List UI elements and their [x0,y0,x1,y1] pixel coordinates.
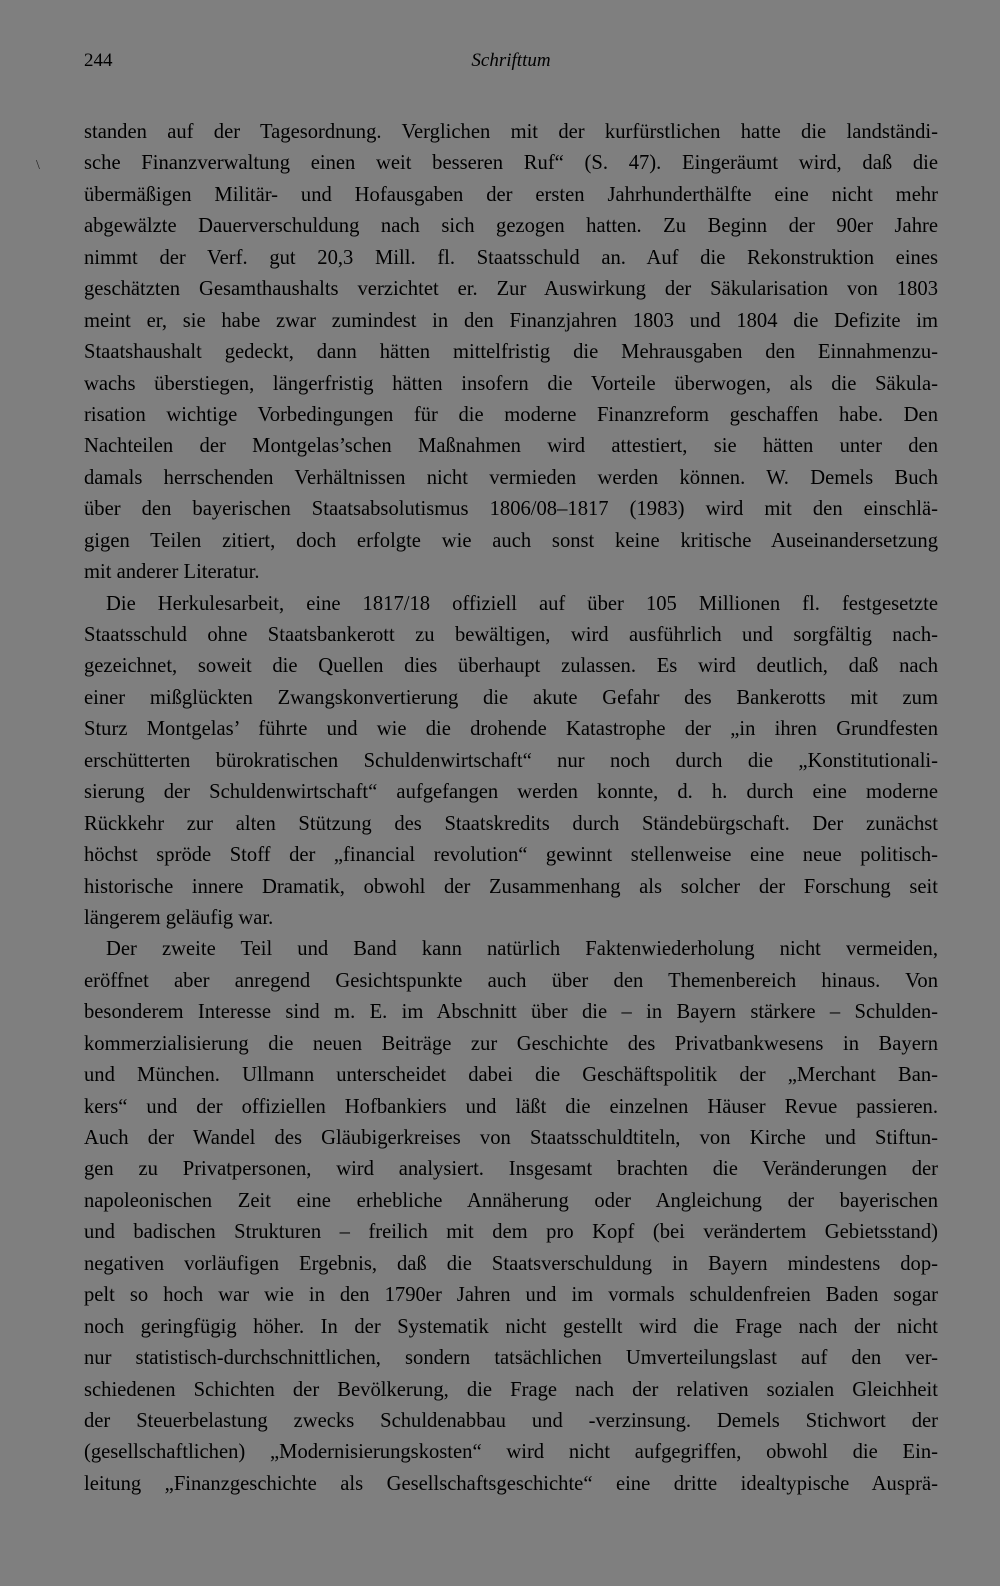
text-line: längerem geläufig war. [84,906,274,929]
text-line: nur statistisch-durchschnittlichen, sondern tatsächlichen Umverteilungslast auf den ver- [84,1347,938,1370]
text-line: negativen vorläufigen Ergebnis, daß die Staatsverschuldung in Bayern mindestens dop- [84,1252,938,1275]
text-line: und badischen Strukturen – freilich mit dem pro Kopf (bei verändertem Gebietsstand) [84,1221,938,1244]
text-line: eröffnet aber anregend Gesichtspunkte auch über den Themenbereich hinaus. Von [84,969,938,992]
page-header [84,50,938,78]
text-line: Auch der Wandel des Gläubigerkreises von Staatsschuldtiteln, von Kirche und Stiftun- [84,1127,938,1149]
text-line: höchst spröde Stoff der „financial revolution“ gewinnt stellenweise eine neue politisch- [84,844,938,867]
text-line: sche Finanzverwaltung einen weit besseren Ruf“ (S. 47). Eingeräumt wird, daß die [84,152,938,175]
text-line: gigen Teilen zitiert, doch erfolgte wie auch sonst keine kritische Auseinandersetzung [84,529,938,552]
text-line: einer mißglückten Zwangskonvertierung die akute Gefahr des Bankerotts mit zum [84,686,938,709]
text-line: mit anderer Literatur. [84,561,260,584]
text-line: meint er, sie habe zwar zumindest in den Finanzjahren 1803 und 1804 die Defizite im [84,309,938,332]
page-number: 244 [84,50,113,71]
text-line: erschütterten bürokratischen Schuldenwirtschaft“ nur noch durch die „Konstitutionali- [84,749,938,772]
text-line: Sturz Montgelas’ führte und wie die drohende Katastrophe der „in ihren Grundfesten [84,718,938,741]
text-line: übermäßigen Militär- und Hofausgaben der ersten Jahrhunderthälfte eine nicht mehr [84,183,938,206]
text-line: der Steuerbelastung zwecks Schuldenabbau und -verzinsung. Demels Stichwort der [84,1409,938,1432]
text-line: pelt so hoch war wie in den 1790er Jahren und im vormals schuldenfreien Baden sogar [84,1284,938,1307]
text-line: napoleonischen Zeit eine erhebliche Annäherung oder Angleichung der bayerischen [84,1189,938,1212]
text-line: (gesellschaftlichen) „Modernisierungskosten“ wird nicht aufgegriffen, obwohl die Ein- [84,1441,938,1464]
margin-mark: \ [36,158,40,173]
text-line: besonderem Interesse sind m. E. im Abschnitt über die – in Bayern stärkere – Schulden- [84,1001,938,1024]
text-line: sierung der Schuldenwirtschaft“ aufgefangen werden konnte, d. h. durch eine moderne [84,781,938,804]
text-line: Staatsschuld ohne Staatsbankerott zu bewältigen, wird ausführlich und sorgfältig nach- [84,624,938,646]
running-title: Schrifttum [471,50,551,71]
body-text [84,117,938,1500]
text-line: wachs überstiegen, längerfristig hätten insofern die Vorteile überwogen, als die Säkula- [84,372,938,395]
text-line: Der zweite Teil und Band kann natürlich Faktenwiederholung nicht vermeiden, [106,938,938,961]
text-line: kers“ und der offiziellen Hofbankiers und läßt die einzelnen Häuser Revue passieren. [84,1095,938,1118]
text-line: kommerzialisierung die neuen Beiträge zur Geschichte des Privatbankwesens in Bayern [84,1032,938,1055]
text-line: nimmt der Verf. gut 20,3 Mill. fl. Staatsschuld an. Auf die Rekonstruktion eines [84,246,938,269]
text-line: Rückkehr zur alten Stützung des Staatskredits durch Ständebürgschaft. Der zunächst [84,812,938,835]
text-line: gezeichnet, soweit die Quellen dies überhaupt zulassen. Es wird deutlich, daß nach [84,655,938,678]
text-line: historische innere Dramatik, obwohl der Zusammenhang als solcher der Forschung seit [84,875,938,898]
text-line: schiedenen Schichten der Bevölkerung, die Frage nach der relativen sozialen Gleichheit [84,1378,938,1401]
text-line: gen zu Privatpersonen, wird analysiert. Insgesamt brachten die Veränderungen der [84,1158,938,1181]
text-line: Die Herkulesarbeit, eine 1817/18 offiziell auf über 105 Millionen fl. festgesetzte [106,592,938,615]
text-line: damals herrschenden Verhältnissen nicht vermieden werden können. W. Demels Buch [84,466,938,489]
text-line: über den bayerischen Staatsabsolutismus 1806/08–1817 (1983) wird mit den einschlä- [84,498,938,521]
text-line: und München. Ullmann unterscheidet dabei die Geschäftspolitik der „Merchant Ban- [84,1064,938,1087]
text-line: Nachteilen der Montgelas’schen Maßnahmen wird attestiert, sie hätten unter den [84,435,938,458]
text-line: leitung „Finanzgeschichte als Gesellschaftsgeschichte“ eine dritte idealtypische Ausprä- [84,1472,938,1495]
text-line: Staatshaushalt gedeckt, dann hätten mittelfristig die Mehrausgaben den Einnahmenzu- [84,341,938,364]
text-line: standen auf der Tagesordnung. Verglichen mit der kurfürstlichen hatte die landständi- [84,121,938,143]
text-line: noch geringfügig höher. In der Systematik nicht gestellt wird die Frage nach der nicht [84,1315,938,1338]
text-line: abgewälzte Dauerverschuldung nach sich gezogen hatten. Zu Beginn der 90er Jahre [84,215,938,238]
text-line: geschätzten Gesamthaushalts verzichtet er. Zur Auswirkung der Säkularisation von 1803 [84,278,938,301]
text-line: risation wichtige Vorbedingungen für die moderne Finanzreform geschaffen habe. Den [84,403,938,426]
